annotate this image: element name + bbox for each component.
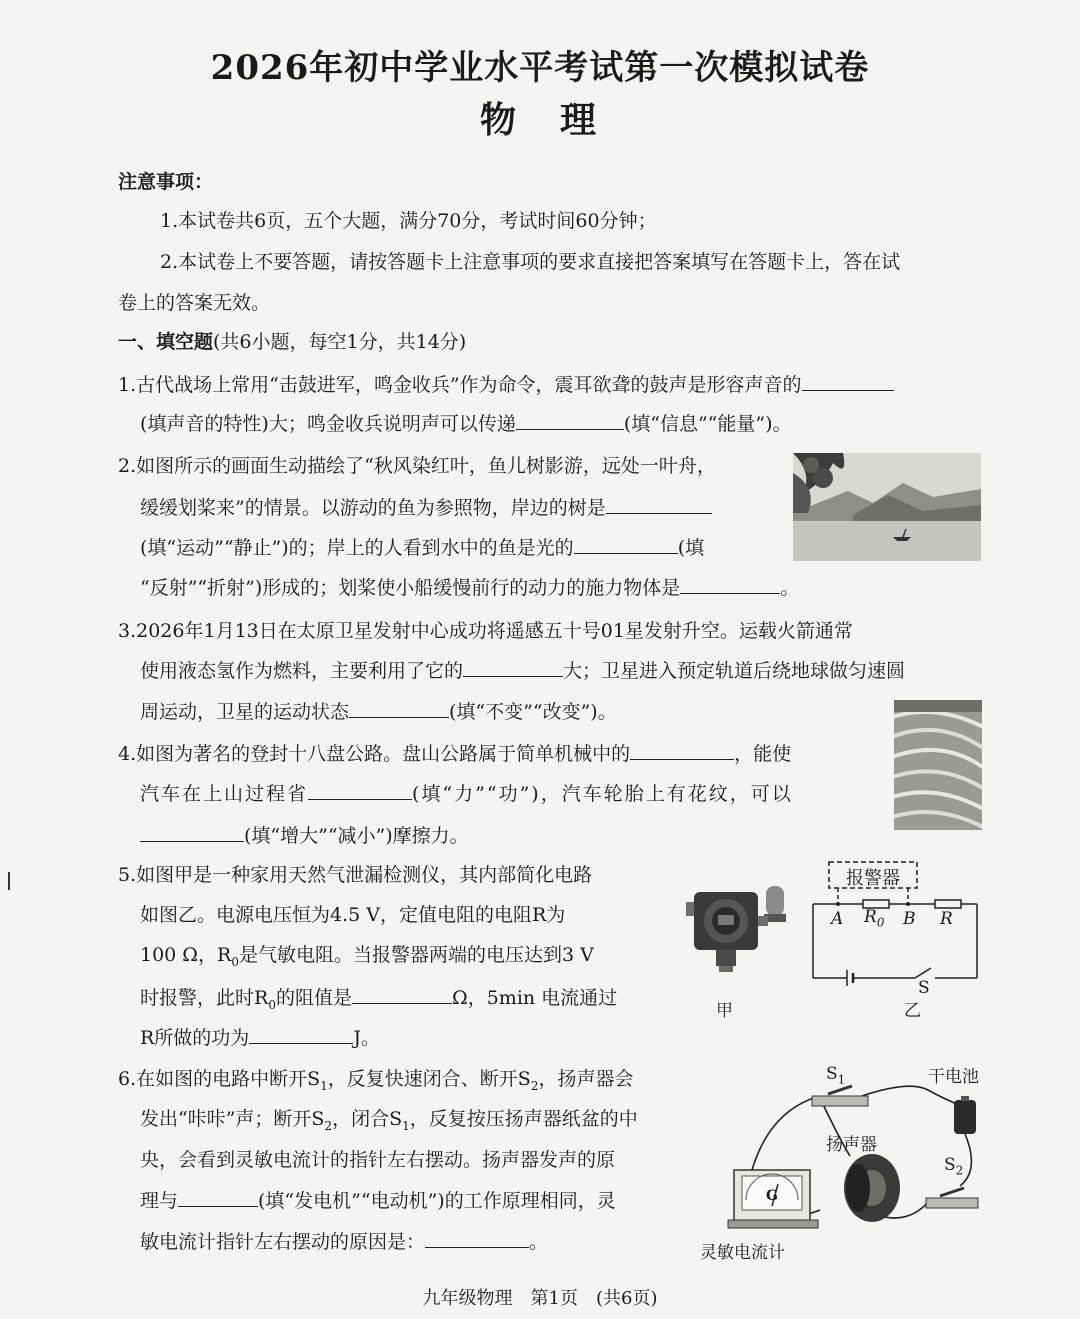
answer-blank[interactable] [178, 1188, 258, 1207]
q6-line1 [118, 1067, 633, 1098]
q5-line5 [140, 1025, 380, 1050]
q6-line5 [140, 1229, 548, 1254]
s1-label [826, 1064, 845, 1086]
r0-label-sub: 0 [876, 915, 885, 930]
notes-item-2b: 卷上的答案无效。 [118, 292, 271, 314]
q3-line3 [140, 699, 617, 724]
q2-line4 [140, 575, 799, 600]
node-b-label: B [903, 909, 916, 929]
answer-blank[interactable] [349, 699, 449, 718]
answer-blank[interactable] [249, 1025, 353, 1044]
answer-blank[interactable] [140, 823, 244, 842]
q5-text-4a: 时报警，此时R [140, 987, 269, 1009]
q2-text-3a: (填“运动”“静止”)的；岸上的人看到水中的鱼是光的 [140, 537, 574, 559]
answer-blank[interactable] [463, 658, 563, 677]
q5-sub-3: 0 [231, 954, 240, 969]
q4-line2 [140, 781, 793, 806]
q1-text-2b: (填“信息”“能量”)。 [623, 413, 792, 435]
q6-text-4a: 理与 [140, 1190, 179, 1212]
q1-text-2a: (填声音的特性)大；鸣金收兵说明声可以传递 [140, 413, 516, 435]
notes-item-2a: 2.本试卷上不要答题，请按答题卡上注意事项的要求直接把答案填写在答题卡上，答在试 [160, 251, 901, 273]
q2-line2 [140, 495, 712, 520]
q3-text-3b: (填“不变”“改变”)。 [449, 701, 617, 723]
q1-text-1: 1.古代战场上常用“击鼓进军，鸣金收兵”作为命令，震耳欲聋的鼓声是形容声音的 [118, 374, 802, 396]
s2-label-sub: 2 [955, 1163, 964, 1178]
q6-sub-2b: 1 [402, 1118, 410, 1133]
q6-text-1c: ，扬声器会 [538, 1068, 634, 1090]
answer-blank[interactable] [606, 495, 712, 514]
q6-line4 [140, 1188, 616, 1213]
q3-line2 [140, 658, 905, 683]
q6-text-1a: 6.在如图的电路中断开S [118, 1068, 321, 1090]
q6-sub-1: 1 [320, 1078, 328, 1093]
gas-detector-figure [680, 878, 790, 998]
s1-label-sub: 1 [837, 1072, 846, 1087]
q5-text-4c: Ω，5min 电流通过 [451, 987, 618, 1009]
q6-sub-2: 2 [324, 1118, 333, 1133]
answer-blank[interactable] [516, 411, 624, 430]
q4-text-2b: (填“力”“功”)，汽车轮胎上有花纹，可以 [412, 783, 793, 805]
q2-line1: 2.如图所示的画面生动描绘了“秋风染红叶，鱼儿树影游，远处一叶舟， [118, 455, 716, 477]
answer-blank[interactable] [574, 535, 678, 554]
q5-text-5b: J。 [353, 1027, 380, 1049]
q2-text-4b: 。 [780, 577, 800, 599]
q5-line4 [140, 985, 617, 1017]
margin-mark [8, 872, 10, 890]
s1-label-main: S [826, 1064, 838, 1084]
q6-text-4b: (填“发电机”“电动机”)的工作原理相同，灵 [258, 1190, 616, 1212]
subject-title: 物 理 [479, 99, 600, 141]
q6-text-2a: 发出“咔咔”声；断开S [140, 1108, 325, 1130]
answer-blank[interactable] [308, 781, 412, 800]
q3-text-2a: 使用液态氢作为燃料，主要利用了它的 [140, 660, 464, 682]
q6-text-2c: ，反复按压扬声器纸盆的中 [409, 1108, 638, 1130]
q2-line3 [140, 535, 704, 560]
q6-line3: 央，会看到灵敏电流计的指针左右摆动。扬声器发声的原 [140, 1149, 616, 1171]
q5-line1: 5.如图甲是一种家用天然气泄漏检测仪，其内部简化电路 [118, 864, 593, 886]
page-footer: 九年级物理 第1页 (共6页) [422, 1288, 658, 1309]
q3-text-3a: 周运动，卫星的运动状态 [140, 701, 350, 723]
q5-sub-4: 0 [268, 997, 276, 1012]
answer-blank[interactable] [680, 575, 780, 594]
q5-text-5a: R所做的功为 [140, 1027, 250, 1049]
answer-blank[interactable] [425, 1229, 529, 1248]
s2-label [944, 1155, 963, 1177]
figure-label-yi: 乙 [904, 1001, 921, 1021]
q6-line2 [140, 1107, 638, 1138]
s2-label-main: S [944, 1155, 956, 1175]
q2-text-2: 缓缓划桨来”的情景。以游动的鱼为参照物，岸边的树是 [140, 497, 606, 519]
section-heading [118, 330, 466, 354]
switch-s-label: S [918, 978, 930, 998]
q1-line2 [140, 411, 792, 436]
section-info: (共6小题，每空1分，共14分) [213, 331, 467, 353]
exam-title: 2026年初中学业水平考试第一次模拟试卷 [210, 48, 870, 88]
battery-label: 干电池 [928, 1067, 979, 1087]
q6-text-1b: ，反复快速闭合、断开S [327, 1068, 531, 1090]
figure-label-jia: 甲 [716, 1001, 733, 1021]
answer-blank[interactable] [630, 741, 734, 760]
q5-text-3a: 100 Ω，R [140, 944, 232, 966]
mountain-road-photo [894, 700, 982, 830]
q4-text-1b: ，能使 [734, 743, 792, 765]
q4-text-3: (填“增大”“减小”)摩擦力。 [244, 825, 469, 847]
r0-label-main: R [864, 907, 877, 927]
q5-line2: 如图乙。电源电压恒为4.5 V，定值电阻的电阻R为 [140, 904, 566, 926]
q4-text-1a: 4.如图为著名的登封十八盘公路。盘山公路属于简单机械中的 [118, 743, 631, 765]
q5-line3 [140, 943, 594, 974]
q5-text-4b: 的阻值是 [275, 987, 352, 1009]
q3-line1: 3.2026年1月13日在太原卫星发射中心成功将遥感五十号01星发射升空。运载火箭通常 [118, 620, 853, 642]
q6-text-5a: 敏电流计指针左右摆动的原因是： [140, 1231, 426, 1253]
q2-text-4a: “反射”“折射”)形成的；划桨使小船缓慢前行的动力的施力物体是 [140, 577, 681, 599]
alarm-label: 报警器 [846, 868, 900, 889]
q3-text-2b: 大；卫星进入预定轨道后绕地球做匀速圆 [563, 660, 906, 682]
q5-text-3b: 是气敏电阻。当报警器两端的电压达到3 V [239, 944, 594, 966]
q1-line1 [118, 372, 894, 397]
r-label: R [940, 909, 953, 929]
q4-text-2a: 汽车在上山过程省 [140, 783, 309, 805]
section-title: 一、填空题 [118, 331, 214, 353]
notes-item-1: 1.本试卷共6页，五个大题，满分70分，考试时间60分钟； [160, 210, 657, 232]
r0-label [864, 907, 884, 929]
galvanometer-g-label: G [766, 1188, 778, 1204]
q4-line1 [118, 741, 791, 766]
q6-text-2b: ，闭合S [332, 1108, 403, 1130]
q6-text-5b: 。 [529, 1231, 549, 1253]
q2-text-3b: (填 [677, 537, 705, 559]
q6-sub-1b: 2 [530, 1078, 539, 1093]
autumn-lake-painting [793, 453, 981, 561]
answer-blank[interactable] [352, 985, 452, 1004]
galvanometer-label: 灵敏电流计 [700, 1243, 785, 1263]
node-a-label: A [831, 909, 844, 929]
notes-heading: 注意事项： [118, 171, 214, 193]
q4-line3 [140, 823, 469, 848]
speaker-label: 扬声器 [826, 1135, 877, 1155]
answer-blank[interactable] [802, 372, 894, 391]
